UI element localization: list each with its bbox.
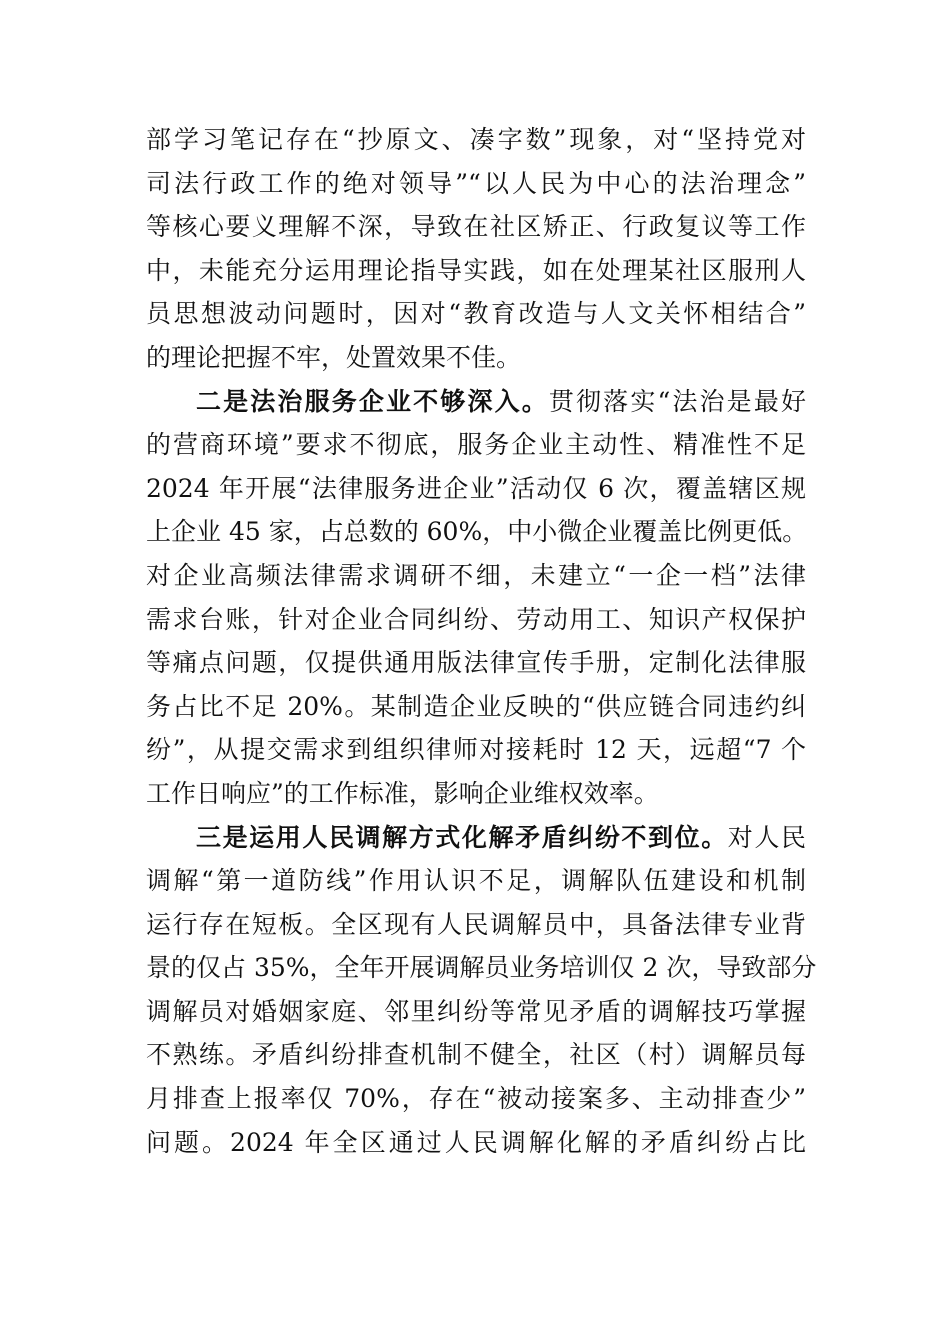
- text-line: 中，未能充分运用理论指导实践，如在处理某社区服刑人: [146, 255, 806, 285]
- document-body: [146, 118, 817, 1164]
- text-line: 司法行政工作的绝对领导”“以人民为中心的法治理念”: [146, 168, 806, 198]
- text-line-first: [146, 816, 806, 860]
- text-run: 对人民: [727, 822, 806, 852]
- text-line: 的营商环境”要求不彻底，服务企业主动性、精准性不足: [146, 430, 806, 460]
- text-line: 景的仅占 35%，全年开展调解员业务培训仅 2 次，导致部分: [146, 953, 817, 983]
- text-line: 不熟练。矛盾纠纷排查机制不健全，社区（村）调解员每: [146, 1040, 806, 1070]
- text-line: 务占比不足 20%。某制造企业反映的“供应链合同违约纠: [146, 691, 806, 721]
- paragraph-enterprise-service: [146, 380, 806, 816]
- text-line-first: [146, 380, 806, 424]
- text-line: 上企业 45 家，占总数的 60%，中小微企业覆盖比例更低。: [146, 517, 808, 547]
- text-line: 调解“第一道防线”作用认识不足，调解队伍建设和机制: [146, 866, 806, 896]
- text-line: 的理论把握不牢，处置效果不佳。: [146, 342, 522, 372]
- text-line: 部学习笔记存在“抄原文、凑字数”现象，对“坚持党对: [146, 125, 806, 154]
- text-line: 月排查上报率仅 70%，存在“被动接案多、主动排查少”: [146, 1084, 806, 1114]
- text-line: 工作日响应”的工作标准，影响企业维权效率。: [146, 778, 659, 808]
- paragraph-heading: 三是运用人民调解方式化解矛盾纠纷不到位。: [196, 822, 728, 852]
- text-line: 运行存在短板。全区现有人民调解员中，具备法律专业背: [146, 909, 806, 939]
- text-run: 贯彻落实“法治是最好: [548, 386, 806, 416]
- text-line: 纷”，从提交需求到组织律师对接耗时 12 天，远超“7 个: [146, 735, 806, 765]
- text-line: 2024 年开展“法律服务进企业”活动仅 6 次，覆盖辖区规: [146, 473, 806, 503]
- text-line: 员思想波动问题时，因对“教育改造与人文关怀相结合”: [146, 299, 806, 329]
- paragraph-heading: 二是法治服务企业不够深入。: [196, 386, 549, 416]
- text-line: 等痛点问题，仅提供通用版法律宣传手册，定制化法律服: [146, 648, 806, 678]
- text-line: 等核心要义理解不深，导致在社区矫正、行政复议等工作: [146, 212, 806, 242]
- text-line: 对企业高频法律需求调研不细，未建立“一企一档”法律: [146, 560, 806, 590]
- text-line: 调解员对婚姻家庭、邻里纠纷等常见矛盾的调解技巧掌握: [146, 996, 806, 1026]
- paragraph-mediation: [146, 816, 817, 1165]
- text-line: 需求台账，针对企业合同纠纷、劳动用工、知识产权保护: [146, 604, 806, 634]
- text-line: 问题。2024 年全区通过人民调解化解的矛盾纠纷占比: [146, 1127, 806, 1157]
- paragraph-continuation: [146, 118, 806, 380]
